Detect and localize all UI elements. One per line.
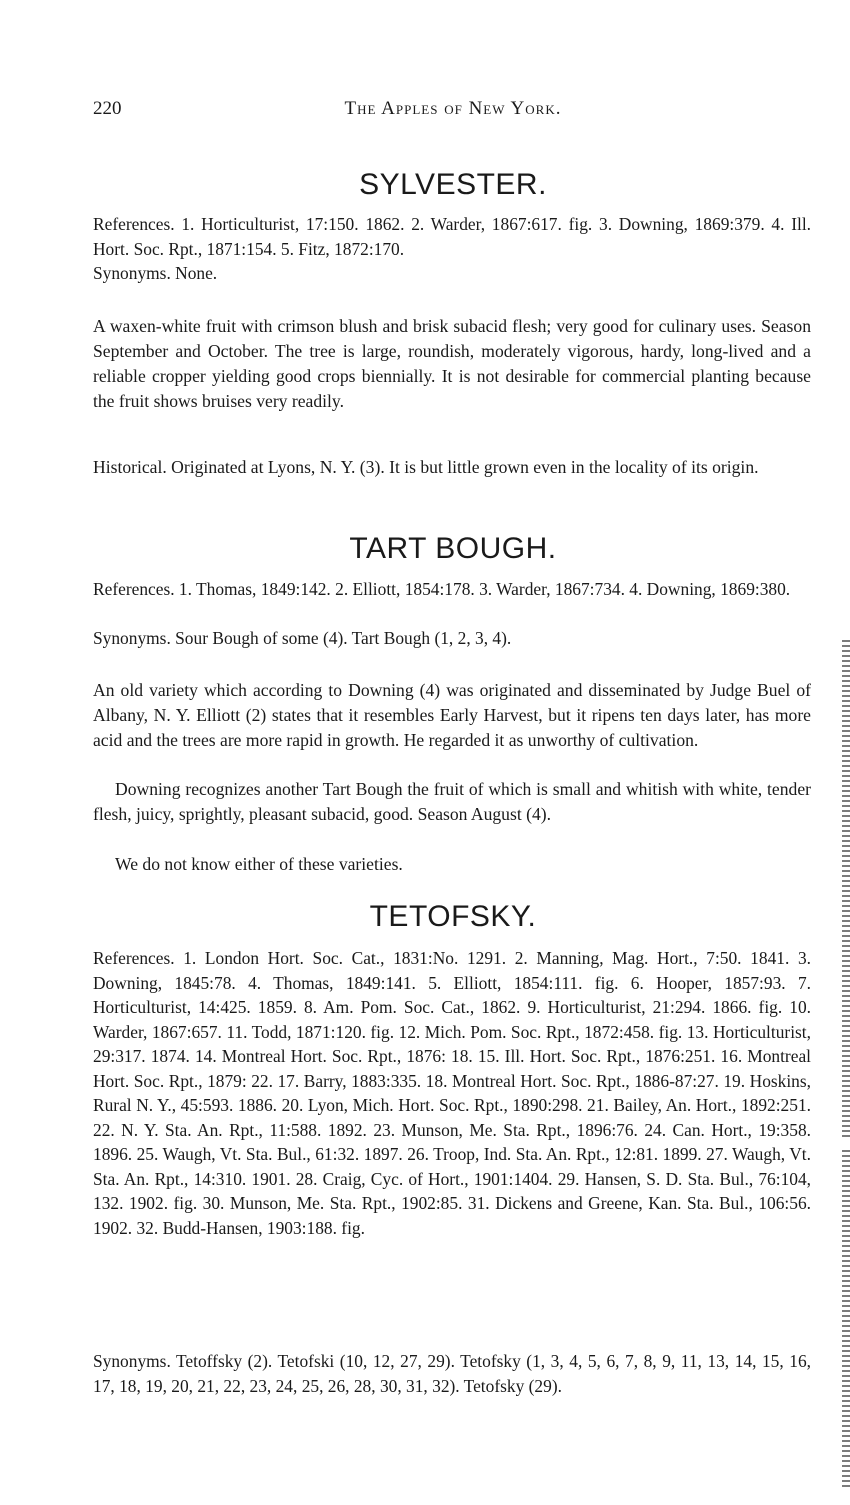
scan-edge-artifact (842, 640, 850, 1140)
note-tart-bough: Downing recognizes another Tart Bough the fruit of which is small and whitish with white, tender flesh, juicy, sprightly, pleasant subacid, good. Season August (4). (93, 779, 811, 824)
running-head (93, 98, 813, 124)
description-tart-bough: An old variety which according to Downing (4) was originated and disseminated by Judge Buel of Albany, N. Y. Elliott (2) states that it resembles Early Harvest, but it ripens ten days later, has more acid and the trees are more rapid in growth. He regarded it as unworthy of cultivation. (93, 680, 811, 750)
entry-title-tetofsky: TETOFSKY. (369, 900, 537, 933)
running-title: The Apples of New York. (344, 98, 562, 119)
description-sylvester: A waxen-white fruit with crimson blush and brisk subacid flesh; very good for culinary uses. Season September and October. The tree is large, roundish, moderately vigorous, hardy, long-lived and a reliable cropper yielding good crops biennially. It is not desirable for commercial planting because the fruit shows bruises very readily. (93, 316, 811, 411)
entry-title-tart-bough: TART BOUGH. (349, 532, 557, 565)
historical-sylvester: Historical. Originated at Lyons, N. Y. (3). It is but little grown even in the locality of its origin. (93, 457, 759, 477)
page-number: 220 (93, 98, 122, 119)
synonyms-tart-bough: Synonyms. Sour Bough of some (4). Tart Bough (1, 2, 3, 4). (93, 628, 512, 648)
synonyms-tetofsky: Synonyms. Tetoffsky (2). Tetofski (10, 12, 27, 29). Tetofsky (1, 3, 4, 5, 6, 7, 8, 9, 11, 13, 14, 15, 16, 17, 18, 19, 20, 21, 22, 23, 24, 25, 26, 28, 30, 31, 32). Tetofsky (29). (93, 1351, 811, 1396)
scan-edge-artifact (842, 1150, 850, 1490)
references-tart-bough: References. 1. Thomas, 1849:142. 2. Elliott, 1854:178. 3. Warder, 1867:734. 4. Downing, 1869:380. (93, 579, 791, 599)
synonyms-sylvester: Synonyms. None. (93, 263, 218, 283)
references-tetofsky: References. 1. London Hort. Soc. Cat., 1831:No. 1291. 2. Manning, Mag. Hort., 7:50. 1841. 3. Downing, 1845:78. 4. Thomas, 1849:141. 5. Elliott, 1854:111. fig. 6. Hooper, 1857:93. 7. Horticulturist, 14:425. 1859. 8. Am. Pom. Soc. Cat., 1862. 9. Horticulturist, 21:294. 1866. fig. 10. Warder, 1867:657. 11. Todd, 1871:120. fig. 12. Mich. Pom. Soc. Rpt., 1872:458. fig. 13. Horticulturist, 29:317. 1874. 14. Montreal Hort. Soc. Rpt., 1876: 18. 15. Ill. Hort. Soc. Rpt., 1876:251. 16. Montreal Hort. Soc. Rpt., 1879: 22. 17. Barry, 1883:335. 18. Montreal Hort. Soc. Rpt., 1886-87:27. 19. Hoskins, Rural N. Y., 45:593. 1886. 20. Lyon, Mich. Hort. Soc. Rpt., 1890:298. 21. Bailey, An. Hort., 1892:251. 22. N. Y. Sta. An. Rpt., 11:588. 1892. 23. Munson, Me. Sta. Rpt., 1896:76. 24. Can. Hort., 19:358. 1896. 25. Waugh, Vt. Sta. Bul., 61:32. 1897. 26. Troop, Ind. Sta. An. Rpt., 12:81. 1899. 27. Waugh, Vt. Sta. An. Rpt., 14:310. 1901. 28. Craig, Cyc. of Hort., 1901:1404. 29. Hansen, S. D. Sta. Bul., 76:104, 132. 1902. fig. 30. Munson, Me. Sta. Rpt., 1902:85. 31. Dickens and Greene, Kan. Sta. Bul., 106:56. 1902. 32. Budd-Hansen, 1903:188. fig. (93, 948, 811, 1238)
entry-title-sylvester: SYLVESTER. (359, 168, 547, 201)
references-sylvester: References. 1. Horticulturist, 17:150. 1862. 2. Warder, 1867:617. fig. 3. Downing, 1869:379. 4. Ill. Hort. Soc. Rpt., 1871:154. 5. Fitz, 1872:170. (93, 214, 811, 259)
closing-tart-bough: We do not know either of these varieties. (115, 854, 403, 874)
